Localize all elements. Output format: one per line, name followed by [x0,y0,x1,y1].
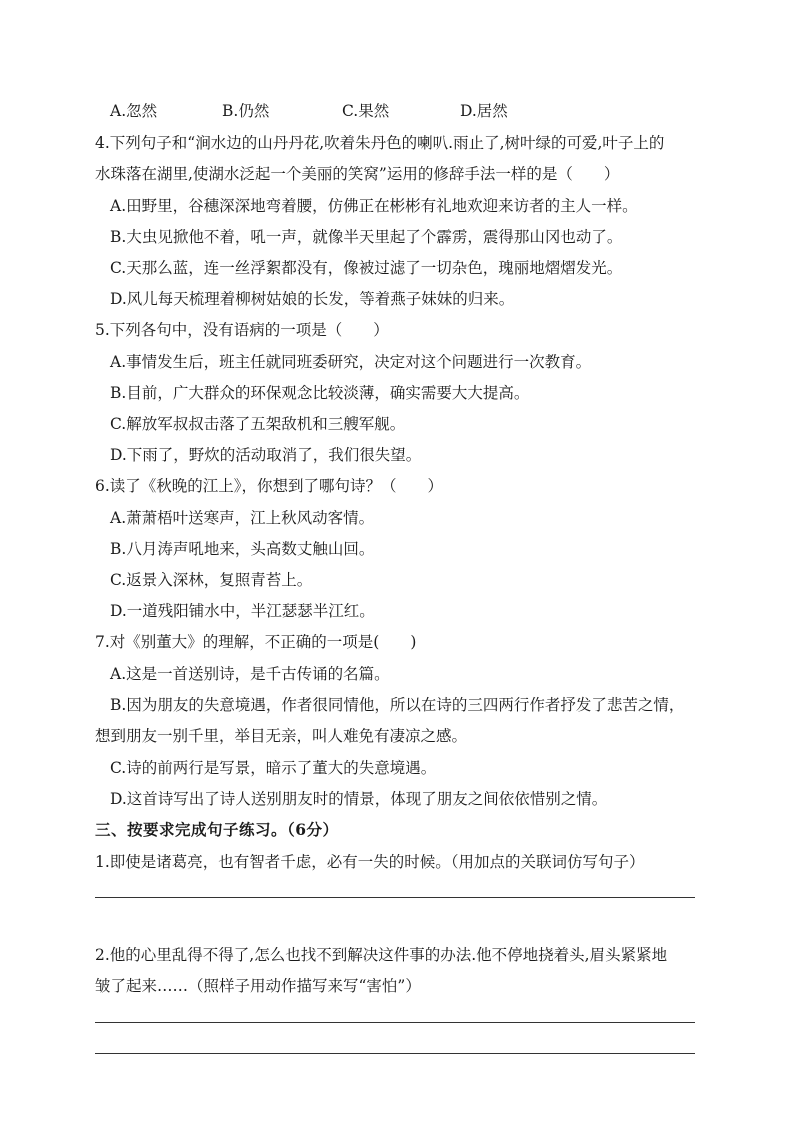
q4-option-b: B.大虫见掀他不着，吼一声，就像半天里起了个霹雳，震得那山冈也动了。 [110,228,623,246]
q7-option-a: A.这是一首送别诗，是千古传诵的名篇。 [110,665,390,683]
q7-stem: 7.对《别董大》的理解，不正确的一项是( ) [95,633,417,651]
q3-options [0,101,794,123]
q7-option-c: C.诗的前两行是写景，暗示了董大的失意境遇。 [110,759,437,777]
q3-option-d: D.居然 [460,102,508,120]
q5-option-c: C.解放军叔叔击落了五架敌机和三艘军舰。 [110,415,406,433]
q4-option-c: C.天那么蓝，连一丝浮絮都没有，像被过滤了一切杂色，瑰丽地熠熠发光。 [110,259,623,277]
q3-option-b: B.仍然 [222,102,270,120]
q3-option-a: A.忽然 [110,102,158,120]
section3-item2-line1: 2.他的心里乱得不得了,怎么也找不到解决这件事的办法.他不停地挠着头,眉头紧紧地 [95,946,668,964]
answer-line-3[interactable] [95,1053,695,1054]
q7-option-d: D.这首诗写出了诗人送别朋友时的情景，体现了朋友之间依依惜别之情。 [110,790,608,808]
q7-option-b-line1: B.因为朋友的失意境遇，作者很同情他，所以在诗的三四两行作者抒发了悲苦之情， [110,696,685,714]
q6-option-b: B.八月涛声吼地来，头高数丈触山回。 [110,540,375,558]
q6-stem: 6.读了《秋晚的江上》，你想到了哪句诗？（ ） [95,477,444,495]
q6-option-c: C.返景入深林，复照青苔上。 [110,571,313,589]
q6-option-d: D.一道残阳铺水中，半江瑟瑟半江红。 [110,602,375,620]
q4-stem-line1: 4.下列句子和“涧水边的山丹丹花,吹着朱丹色的喇叭.雨止了,树叶绿的可爱,叶子上的 [95,134,665,152]
q5-option-d: D.下雨了，野炊的活动取消了，我们很失望。 [110,446,422,464]
answer-line-1[interactable] [95,897,695,898]
q4-stem-line2: 水珠落在湖里,使湖水泛起一个美丽的笑窝”运用的修辞手法一样的是（ ） [95,165,620,183]
q5-option-b: B.目前，广大群众的环保观念比较淡薄，确实需要大大提高。 [110,384,530,402]
q5-stem: 5.下列各句中，没有语病的一项是（ ） [95,321,389,339]
answer-line-2[interactable] [95,1022,695,1023]
q4-option-d: D.风儿每天梳理着柳树姑娘的长发，等着燕子妹妹的归来。 [110,290,515,308]
q3-option-c: C.果然 [342,102,390,120]
section3-item1: 1.即使是诸葛亮，也有智者千虑，必有一失的时候。（用加点的关联词仿写句子） [95,853,645,871]
q6-option-a: A.萧萧梧叶送寒声，江上秋风动客情。 [110,509,375,527]
q7-option-b-line2: 想到朋友一别千里，举目无亲，叫人难免有凄凉之感。 [95,727,468,745]
q4-option-a: A.田野里，谷穗深深地弯着腰，仿佛正在彬彬有礼地欢迎来访者的主人一样。 [110,197,638,215]
section3-item2-line2: 皱了起来……（照样子用动作描写来写“害怕”） [95,977,421,995]
q5-option-a: A.事情发生后，班主任就同班委研究，决定对这个问题进行一次教育。 [110,353,592,371]
section3-heading: 三、按要求完成句子练习。（6分） [95,820,339,839]
